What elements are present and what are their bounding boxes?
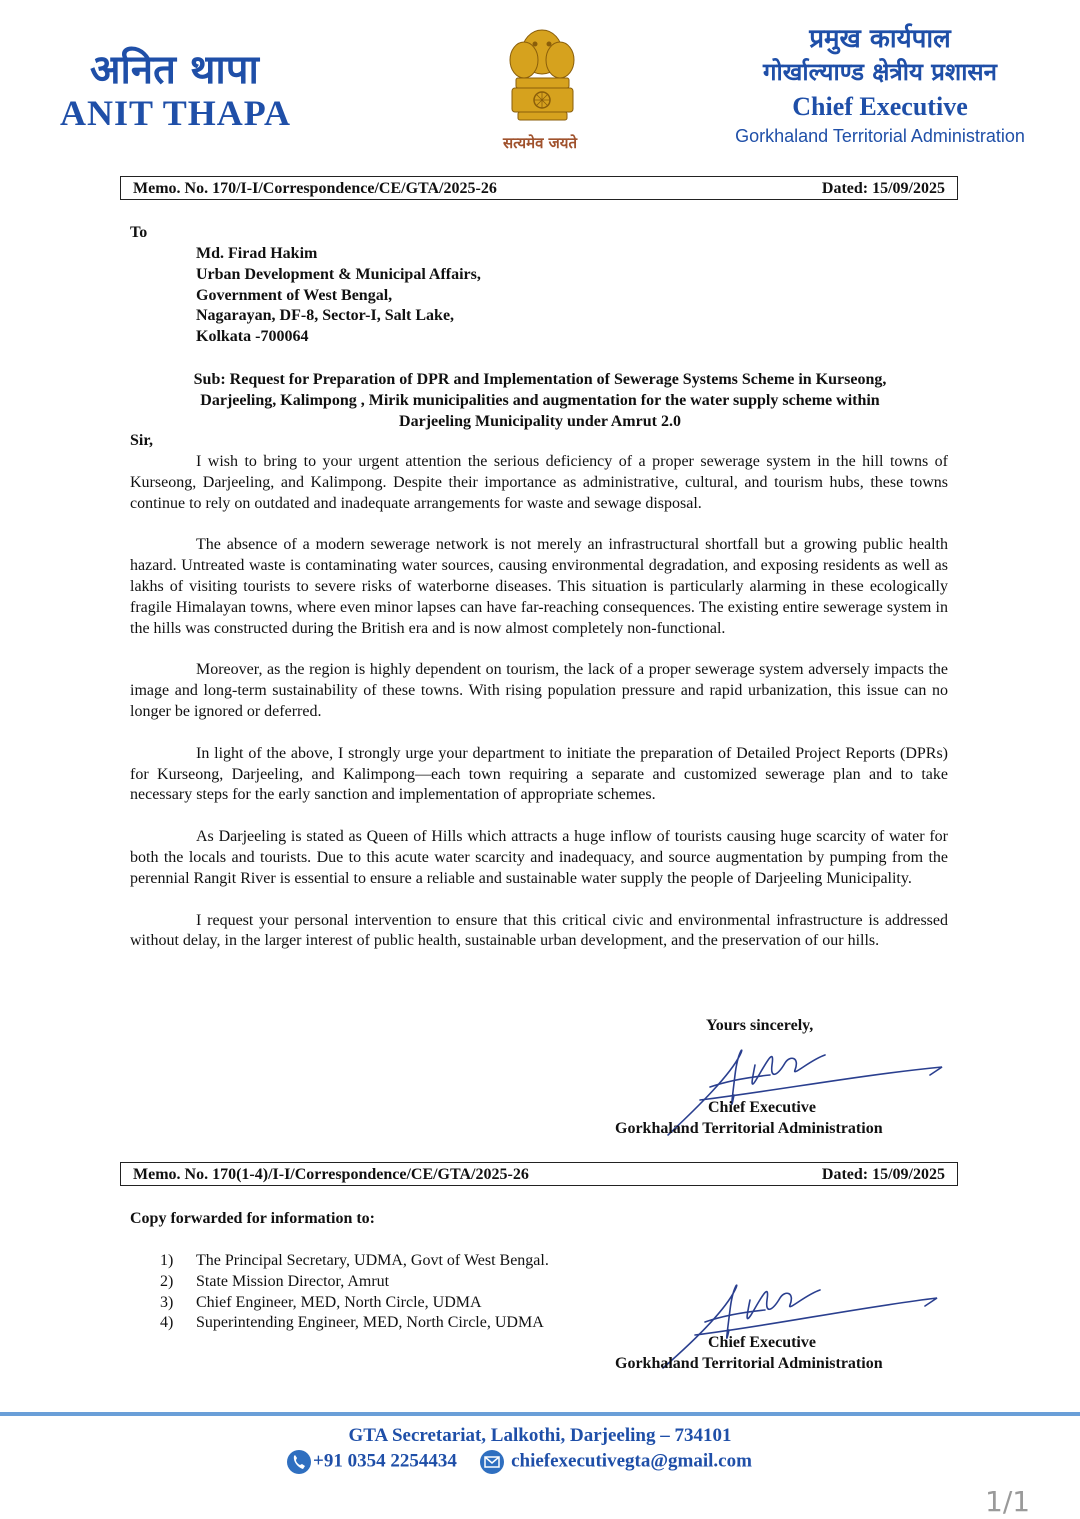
list-text: The Principal Secretary, UDMA, Govt of West Bengal.	[196, 1252, 549, 1269]
address-line: Kolkata -700064	[196, 328, 309, 346]
list-number: 4)	[160, 1314, 174, 1332]
paragraph: As Darjeeling is stated as Queen of Hills which attracts a huge inflow of tourists causing huge scarcity of water for both the locals and tourists. Due to this acute water scarcity and inadequacy, and source augmentation by pumping from the perennial Rangit River is essential to ensure a reliable and sustainable water supply the people of Darjeeling Municipality.	[130, 828, 948, 887]
closing: Yours sincerely,	[706, 1017, 814, 1034]
address-line: Urban Development & Municipal Affairs,	[196, 265, 481, 283]
paragraph: In light of the above, I strongly urge your department to initiate the preparation of Detailed Project Reports (DPRs) for Kurseong, Darjeeling, and Kalimpong—each town requiring a separate and customized sewerage plan and to take necessary steps for the early sanction and implementation of appropriate schemes.	[130, 744, 948, 804]
memo-number: Memo. No. 170(1-4)/I-I/Correspondence/CE/GTA/2025-26	[133, 1166, 529, 1183]
name-hindi: अनित थापा	[90, 47, 259, 93]
list-text: Chief Engineer, MED, North Circle, UDMA	[196, 1293, 482, 1311]
memo-date: Dated: 15/09/2025	[821, 180, 945, 197]
to-label: To	[130, 224, 148, 241]
footer-contact	[285, 1449, 752, 1475]
signatory-org: Gorkhaland Territorial Administration	[615, 1120, 883, 1137]
list-text: Superintending Engineer, MED, North Circle, UDMA	[196, 1314, 544, 1332]
name-english: ANIT THAPA	[60, 93, 292, 133]
list-number: 1)	[160, 1252, 174, 1269]
list-item	[160, 1251, 549, 1272]
phone-icon	[285, 1449, 313, 1475]
paragraph: I wish to bring to your urgent attention the serious deficiency of a proper sewerage system in the hill towns of Kurseong, Darjeeling, and Kalimpong. Despite their importance as administrative, cultural, and tourism hubs, these towns continue to rely on outdated and inadequate arrangements for waste and sewage disposal.	[130, 453, 948, 512]
memo-box-top	[120, 176, 958, 200]
footer-divider	[0, 1412, 1080, 1416]
address-line: Nagarayan, DF-8, Sector-I, Salt Lake,	[196, 307, 455, 325]
paragraph: Moreover, as the region is highly dependent on tourism, the lack of a proper sewerage system adversely impacts the image and long-term sustainability of these towns. With rising population pressure and rapid urbanization, this issue can no longer be ignored or deferred.	[130, 661, 948, 720]
copy-list	[160, 1251, 549, 1334]
state-emblem-icon	[500, 22, 585, 126]
copy-forwarded-label: Copy forwarded for information to:	[130, 1210, 376, 1227]
national-motto: सत्यमेव जयते	[502, 134, 578, 152]
signatory-org: Gorkhaland Territorial Administration	[615, 1355, 883, 1372]
list-text: State Mission Director, Amrut	[196, 1272, 390, 1290]
subject	[140, 369, 940, 432]
page-indicator: 1/1	[985, 1485, 1031, 1518]
letter-body	[130, 452, 948, 973]
org-hindi: गोर्खाल्याण्ड क्षेत्रीय प्रशासन	[763, 58, 997, 86]
title-english: Chief Executive	[792, 92, 968, 121]
memo-box-bottom	[120, 1162, 958, 1186]
office-title-block	[700, 22, 1060, 148]
recipient-address	[196, 244, 481, 348]
title-hindi: प्रमुख कार्यपाल	[809, 24, 951, 54]
signatory-title: Chief Executive	[708, 1099, 816, 1116]
paragraph: The absence of a modern sewerage network is not merely an infrastructural shortfall but a growing public health hazard. Untreated waste is contaminating water sources, causing environmental degradation, and exposing residents as well as lakhs of visiting tourists to severe risks of waterborne diseases. This situation is particularly alarming in these ecologically fragile Himalayan towns, where even minor lapses can have far-reaching consequences. The existing entire sewerage system in the hills was constructed during the British era and is now almost completely non-functional.	[130, 536, 948, 637]
subject-line: Darjeeling Municipality under Amrut 2.0	[399, 413, 681, 430]
email-address[interactable]: chiefexecutivegta@gmail.com	[511, 1450, 752, 1472]
subject-line: Darjeeling, Kalimpong , Mirik municipalities and augmentation for the water supply scheme within	[200, 392, 880, 409]
list-item	[160, 1313, 549, 1334]
memo-date: Dated: 15/09/2025	[821, 1166, 945, 1183]
subject-line: Sub: Request for Preparation of DPR and Implementation of Sewerage Systems Scheme in Kurseong,	[193, 371, 887, 388]
list-item	[160, 1272, 549, 1293]
list-number: 3)	[160, 1293, 174, 1311]
signatory-title: Chief Executive	[708, 1334, 816, 1351]
address-line: Government of West Bengal,	[196, 286, 393, 304]
footer-address: GTA Secretariat, Lalkothi, Darjeeling – 734101	[348, 1425, 732, 1446]
paragraph: I request your personal intervention to ensure that this critical civic and environmental infrastructure is addressed without delay, in the larger interest of public health, sustainable urban development, and the preservation of our hills.	[130, 911, 948, 950]
list-number: 2)	[160, 1272, 174, 1290]
phone-number: +91 0354 2254434	[313, 1450, 457, 1472]
address-line: Md. Firad Hakim	[196, 245, 318, 262]
org-english: Gorkhaland Territorial Administration	[735, 126, 1025, 146]
memo-number: Memo. No. 170/I-I/Correspondence/CE/GTA/2025-26	[133, 180, 497, 197]
salutation: Sir,	[130, 432, 153, 449]
list-item	[160, 1293, 549, 1314]
email-icon	[478, 1449, 506, 1475]
